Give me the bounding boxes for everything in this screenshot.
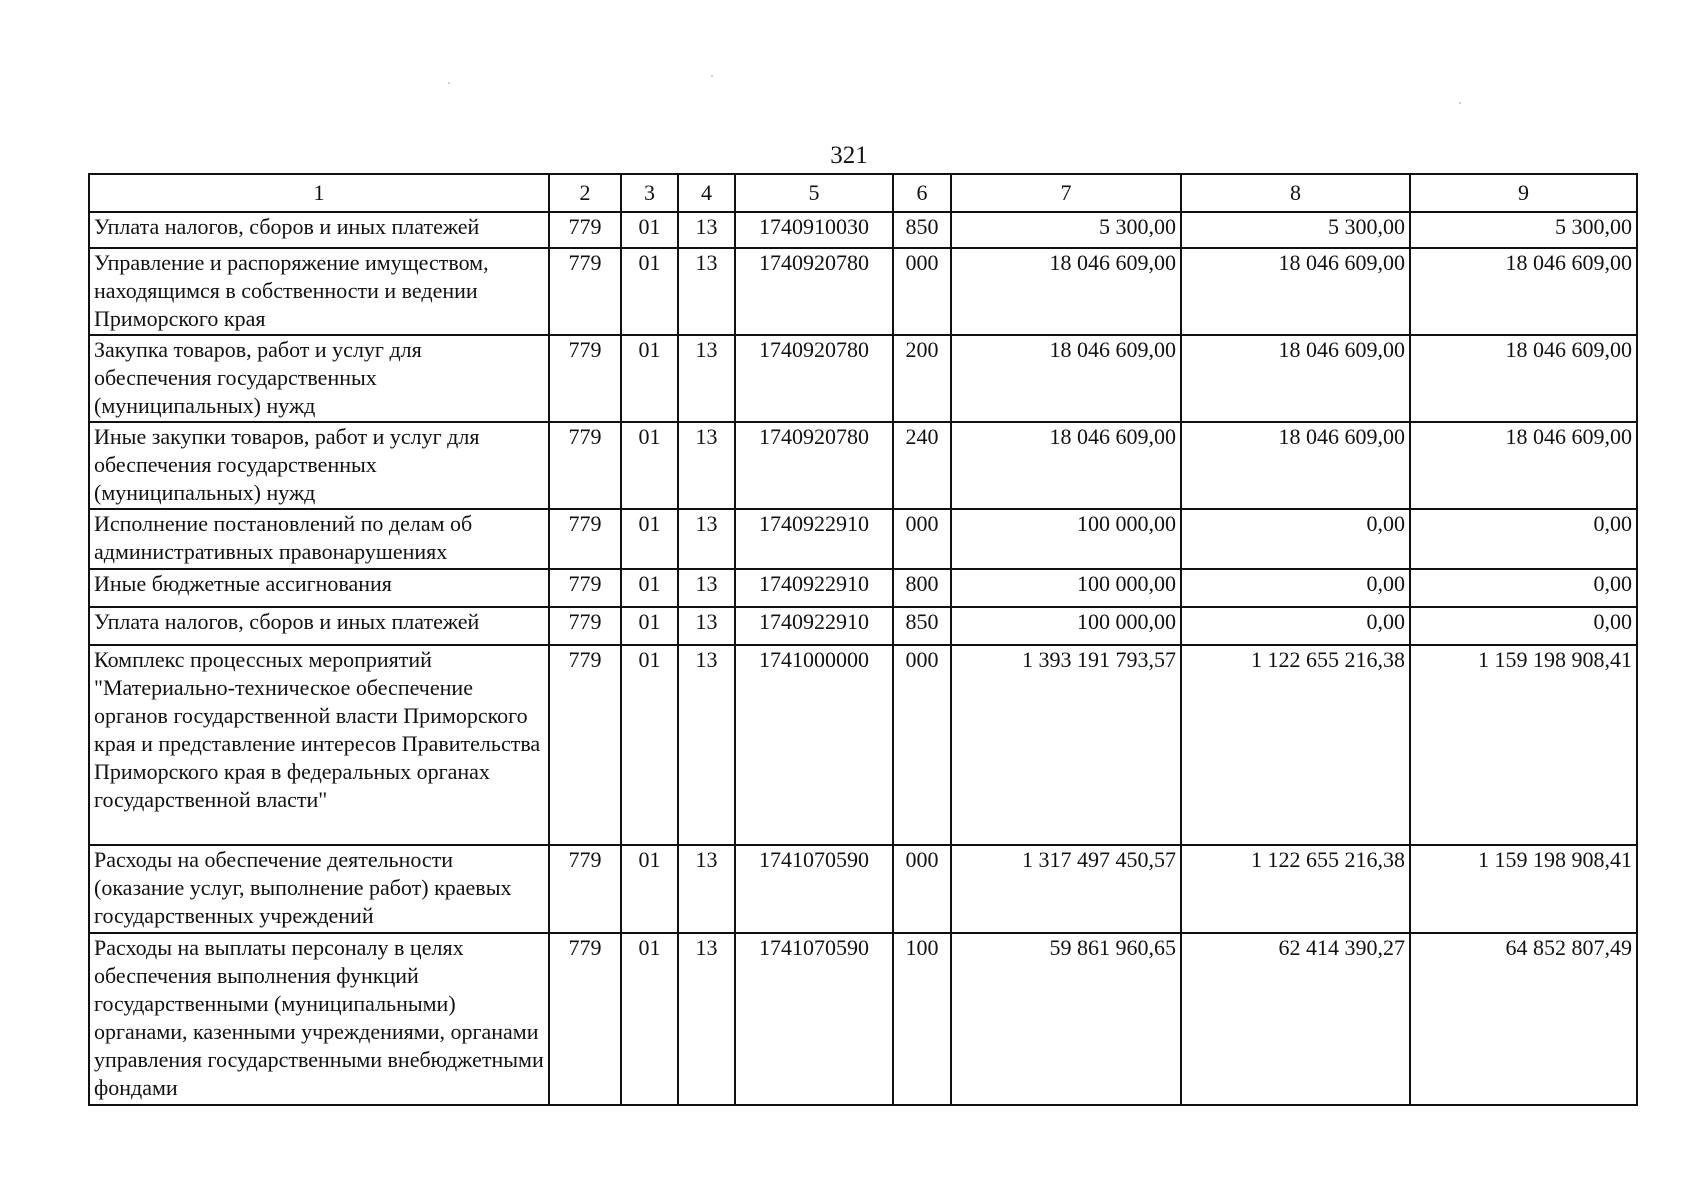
row-name: Уплата налогов, сборов и иных платежей — [89, 212, 549, 248]
cell-code: 779 — [549, 212, 621, 248]
cell-code: 01 — [621, 212, 678, 248]
header-cell: 9 — [1410, 174, 1637, 212]
cell-code: 1740920780 — [735, 335, 893, 422]
cell-code: 779 — [549, 248, 621, 335]
cell-code: 1740922910 — [735, 509, 893, 569]
row-name: Иные закупки товаров, работ и услуг для обеспечения государственных (муниципальных) нужд — [89, 422, 549, 509]
cell-amount: 0,00 — [1410, 607, 1637, 645]
page-number: 321 — [830, 142, 868, 169]
cell-code: 01 — [621, 645, 678, 845]
cell-amount: 18 046 609,00 — [951, 422, 1181, 509]
header-cell: 4 — [678, 174, 735, 212]
cell-code: 01 — [621, 933, 678, 1105]
table-row — [89, 607, 1637, 645]
cell-code: 000 — [893, 845, 951, 933]
cell-code: 000 — [893, 509, 951, 569]
cell-code: 1741000000 — [735, 645, 893, 845]
header-cell: 6 — [893, 174, 951, 212]
cell-code: 1740910030 — [735, 212, 893, 248]
cell-amount: 59 861 960,65 — [951, 933, 1181, 1105]
cell-amount: 18 046 609,00 — [1181, 422, 1410, 509]
cell-amount: 62 414 390,27 — [1181, 933, 1410, 1105]
cell-code: 1740922910 — [735, 569, 893, 607]
table-row — [89, 569, 1637, 607]
cell-amount: 1 122 655 216,38 — [1181, 645, 1410, 845]
table-row — [89, 933, 1637, 1105]
table-row — [89, 509, 1637, 569]
cell-code: 1740922910 — [735, 607, 893, 645]
cell-code: 13 — [678, 335, 735, 422]
cell-amount: 18 046 609,00 — [1410, 335, 1637, 422]
cell-code: 1741070590 — [735, 933, 893, 1105]
cell-amount: 0,00 — [1410, 569, 1637, 607]
cell-code: 01 — [621, 335, 678, 422]
table-row — [89, 845, 1637, 933]
cell-code: 13 — [678, 212, 735, 248]
cell-code: 1740920780 — [735, 248, 893, 335]
cell-code: 779 — [549, 645, 621, 845]
header-cell: 7 — [951, 174, 1181, 212]
cell-code: 13 — [678, 607, 735, 645]
cell-amount: 18 046 609,00 — [1410, 248, 1637, 335]
row-name: Иные бюджетные ассигнования — [89, 569, 549, 607]
header-cell: 2 — [549, 174, 621, 212]
row-name: Управление и распоряжение имуществом, находящимся в собственности и ведении Приморского края — [89, 248, 549, 335]
table-row — [89, 335, 1637, 422]
cell-code: 200 — [893, 335, 951, 422]
cell-code: 000 — [893, 645, 951, 845]
cell-amount: 0,00 — [1181, 607, 1410, 645]
row-name: Закупка товаров, работ и услуг для обеспечения государственных (муниципальных) нужд — [89, 335, 549, 422]
cell-code: 779 — [549, 845, 621, 933]
table-row — [89, 248, 1637, 335]
cell-amount: 0,00 — [1181, 509, 1410, 569]
cell-amount: 100 000,00 — [951, 569, 1181, 607]
cell-code: 13 — [678, 845, 735, 933]
cell-code: 01 — [621, 607, 678, 645]
cell-amount: 1 159 198 908,41 — [1410, 845, 1637, 933]
cell-amount: 18 046 609,00 — [1181, 248, 1410, 335]
cell-amount: 5 300,00 — [1410, 212, 1637, 248]
cell-code: 800 — [893, 569, 951, 607]
cell-code: 01 — [621, 845, 678, 933]
header-row — [89, 174, 1637, 212]
header-cell: 3 — [621, 174, 678, 212]
cell-code: 779 — [549, 933, 621, 1105]
cell-amount: 1 393 191 793,57 — [951, 645, 1181, 845]
table-row — [89, 212, 1637, 248]
cell-code: 1741070590 — [735, 845, 893, 933]
cell-code: 779 — [549, 335, 621, 422]
cell-amount: 18 046 609,00 — [951, 335, 1181, 422]
cell-amount: 1 317 497 450,57 — [951, 845, 1181, 933]
cell-amount: 100 000,00 — [951, 607, 1181, 645]
budget-table — [88, 173, 1638, 1106]
cell-code: 000 — [893, 248, 951, 335]
row-name: Расходы на выплаты персоналу в целях обеспечения выполнения функций государственными (муниципальными) органами, казенными учреждениями, органами управления государственными внебюджетными фондами — [89, 933, 549, 1105]
cell-code: 100 — [893, 933, 951, 1105]
cell-code: 01 — [621, 569, 678, 607]
cell-amount: 5 300,00 — [951, 212, 1181, 248]
cell-code: 13 — [678, 509, 735, 569]
cell-code: 779 — [549, 422, 621, 509]
cell-code: 01 — [621, 422, 678, 509]
row-name: Исполнение постановлений по делам об административных правонарушениях — [89, 509, 549, 569]
cell-amount: 1 159 198 908,41 — [1410, 645, 1637, 845]
cell-code: 240 — [893, 422, 951, 509]
scan-speck — [1459, 102, 1461, 104]
cell-code: 779 — [549, 509, 621, 569]
cell-code: 13 — [678, 248, 735, 335]
header-cell: 5 — [735, 174, 893, 212]
header-cell: 8 — [1181, 174, 1410, 212]
cell-amount: 5 300,00 — [1181, 212, 1410, 248]
cell-amount: 18 046 609,00 — [1181, 335, 1410, 422]
cell-amount: 0,00 — [1410, 509, 1637, 569]
row-name: Расходы на обеспечение деятельности (оказание услуг, выполнение работ) краевых государственных учреждений — [89, 845, 549, 933]
cell-code: 779 — [549, 607, 621, 645]
row-name: Уплата налогов, сборов и иных платежей — [89, 607, 549, 645]
scan-speck — [711, 75, 713, 77]
cell-code: 01 — [621, 509, 678, 569]
cell-amount: 0,00 — [1181, 569, 1410, 607]
cell-amount: 1 122 655 216,38 — [1181, 845, 1410, 933]
cell-code: 850 — [893, 212, 951, 248]
row-name: Комплекс процессных мероприятий "Материально-техническое обеспечение органов государственной власти Приморского края и представление интересов Правительства Приморского края в федеральных органах государственной власти" — [89, 645, 549, 845]
cell-code: 13 — [678, 422, 735, 509]
cell-code: 850 — [893, 607, 951, 645]
table-row — [89, 422, 1637, 509]
cell-code: 779 — [549, 569, 621, 607]
cell-amount: 100 000,00 — [951, 509, 1181, 569]
cell-amount: 18 046 609,00 — [1410, 422, 1637, 509]
cell-amount: 18 046 609,00 — [951, 248, 1181, 335]
cell-amount: 64 852 807,49 — [1410, 933, 1637, 1105]
cell-code: 01 — [621, 248, 678, 335]
cell-code: 1740920780 — [735, 422, 893, 509]
scan-speck — [448, 82, 450, 84]
cell-code: 13 — [678, 933, 735, 1105]
cell-code: 13 — [678, 645, 735, 845]
cell-code: 13 — [678, 569, 735, 607]
header-cell: 1 — [89, 174, 549, 212]
table-row — [89, 645, 1637, 845]
